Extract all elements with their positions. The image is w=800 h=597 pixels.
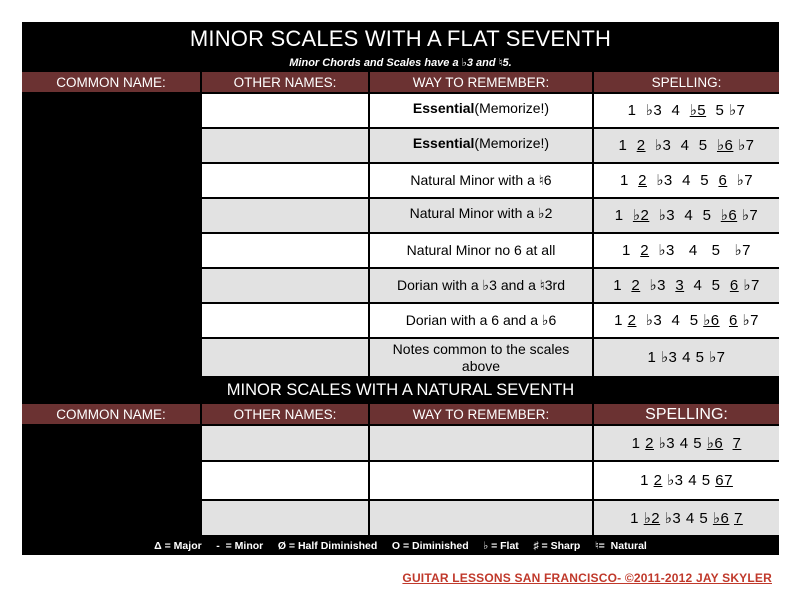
other-names xyxy=(202,302,368,337)
scale-name xyxy=(22,127,200,162)
way-to-remember: Essential (Memorize!) xyxy=(370,127,592,162)
table-row xyxy=(22,92,779,127)
remember-emphasis: Essential xyxy=(412,100,475,116)
way-to-remember xyxy=(370,424,592,460)
other-names xyxy=(202,162,368,197)
scale-name xyxy=(22,232,200,267)
way-to-remember: Natural Minor with a ♮6 xyxy=(370,162,592,197)
legend: Δ = Major - = Minor Ø = Half Diminished O = Diminished ♭ = Flat ♯ = Sharp ♮= Natural xyxy=(22,535,779,555)
scale-name xyxy=(22,337,200,376)
section-title-natural: MINOR SCALES WITH A NATURAL SEVENTH xyxy=(22,376,779,402)
subtitle: Minor Chords and Scales have a ♭3 and ♮5. xyxy=(22,56,779,70)
table-row xyxy=(22,424,779,460)
other-names xyxy=(202,197,368,232)
way-to-remember: Dorian with a 6 and a ♭6 xyxy=(370,302,592,337)
way-to-remember: Natural Minor with a ♭2 xyxy=(370,197,592,232)
spelling: 1 ♭2 ♭3 4 5 ♭6 7 xyxy=(594,499,779,535)
flat-header-row xyxy=(22,70,779,92)
spelling: 1 ♭3 4 5 ♭7 xyxy=(594,337,779,376)
remember-emphasis: Essential xyxy=(412,135,475,151)
scale-name xyxy=(22,499,200,535)
other-names xyxy=(202,499,368,535)
other-names xyxy=(202,460,368,499)
table-row xyxy=(22,302,779,337)
natural-seventh-rows xyxy=(22,424,779,535)
spelling: 1 2 ♭3 4 5 ♭6 6 ♭7 xyxy=(594,302,779,337)
header-spelling: SPELLING: xyxy=(594,402,779,426)
way-to-remember xyxy=(370,460,592,499)
header-common-name: COMMON NAME: xyxy=(22,70,200,94)
header-spelling: SPELLING: xyxy=(594,70,779,94)
table-row xyxy=(22,267,779,302)
page-title: MINOR SCALES WITH A FLAT SEVENTH xyxy=(22,22,779,56)
other-names xyxy=(202,127,368,162)
way-to-remember: Notes common to the scales above xyxy=(370,337,592,376)
scale-name xyxy=(22,267,200,302)
scale-name xyxy=(22,197,200,232)
scale-name xyxy=(22,302,200,337)
natural-header-row xyxy=(22,402,779,424)
spelling: 1 ♭3 4 ♭5 5 ♭7 xyxy=(594,92,779,127)
scale-name xyxy=(22,162,200,197)
way-to-remember: Dorian with a ♭3 and a ♮3rd xyxy=(370,267,592,302)
spelling: 1 2 ♭3 4 5 6 ♭7 xyxy=(594,162,779,197)
spelling: 1 ♭2 ♭3 4 5 ♭6 ♭7 xyxy=(594,197,779,232)
way-to-remember: Essential (Memorize!) xyxy=(370,92,592,127)
flat-seventh-rows xyxy=(22,92,779,376)
scale-name xyxy=(22,460,200,499)
scales-chart xyxy=(22,22,779,555)
spelling: 1 2 ♭3 3 4 5 6 ♭7 xyxy=(594,267,779,302)
table-row xyxy=(22,232,779,267)
other-names xyxy=(202,267,368,302)
scale-name xyxy=(22,92,200,127)
way-to-remember xyxy=(370,499,592,535)
table-row xyxy=(22,337,779,376)
other-names xyxy=(202,424,368,460)
spelling: 1 2 ♭3 4 5 ♭6 7 xyxy=(594,424,779,460)
credit-link[interactable]: GUITAR LESSONS SAN FRANCISCO- ©2011-2012 JAY SKYLER xyxy=(402,571,772,585)
other-names xyxy=(202,232,368,267)
table-row xyxy=(22,460,779,499)
other-names xyxy=(202,92,368,127)
table-row xyxy=(22,499,779,535)
other-names xyxy=(202,337,368,376)
spelling: 1 2 ♭3 4 5 ♭7 xyxy=(594,232,779,267)
header-way-to-remember: WAY TO REMEMBER: xyxy=(370,70,592,94)
header-other-names: OTHER NAMES: xyxy=(202,70,368,94)
header-other-names: OTHER NAMES: xyxy=(202,402,368,426)
table-row xyxy=(22,162,779,197)
way-to-remember: Natural Minor no 6 at all xyxy=(370,232,592,267)
table-row xyxy=(22,197,779,232)
spelling: 1 2 ♭3 4 5 ♭6 ♭7 xyxy=(594,127,779,162)
header-way-to-remember: WAY TO REMEMBER: xyxy=(370,402,592,426)
spelling: 1 2 ♭3 4 5 6 7 xyxy=(594,460,779,499)
table-row xyxy=(22,127,779,162)
header-common-name: COMMON NAME: xyxy=(22,402,200,426)
scale-name xyxy=(22,424,200,460)
